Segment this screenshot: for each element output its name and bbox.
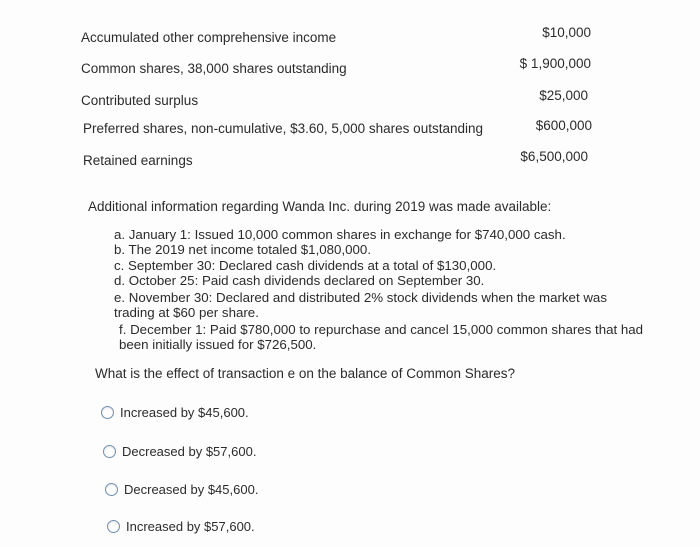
balance-value: $ 1,900,000 [519, 56, 591, 71]
radio-button-icon[interactable] [103, 445, 116, 458]
balance-value: $25,000 [539, 88, 588, 103]
transaction-item: d. October 25: Paid cash dividends declared on September 30. [114, 273, 485, 288]
transaction-item: b. The 2019 net income totaled $1,080,000. [114, 242, 372, 257]
answer-option-label: Decreased by $45,600. [124, 482, 259, 497]
answer-option[interactable] [103, 444, 256, 459]
balance-label: Retained earnings [83, 153, 193, 168]
balance-value: $600,000 [535, 118, 592, 133]
balance-value: $6,500,000 [520, 149, 588, 164]
transaction-item: f. December 1: Paid $780,000 to repurchase and cancel 15,000 common shares that had been initially issued for $726,500. [119, 322, 644, 352]
answer-option[interactable] [101, 405, 249, 420]
question-text: What is the effect of transaction e on the balance of Common Shares? [95, 366, 515, 381]
transaction-item: c. September 30: Declared cash dividends at a total of $130,000. [114, 258, 497, 273]
balance-label: Common shares, 38,000 shares outstanding [81, 61, 347, 76]
answer-option[interactable] [105, 482, 258, 497]
additional-info-intro: Additional information regarding Wanda Inc. during 2019 was made available: [88, 199, 552, 214]
answer-option[interactable] [107, 519, 255, 534]
transaction-item: a. January 1: Issued 10,000 common shares in exchange for $740,000 cash. [114, 227, 566, 242]
radio-button-icon[interactable] [107, 520, 120, 533]
transaction-item: e. November 30: Declared and distributed 2% stock dividends when the market was trading at $60 per share. [114, 290, 607, 320]
balance-label: Accumulated other comprehensive income [81, 30, 337, 45]
answer-option-label: Increased by $57,600. [126, 519, 255, 534]
radio-button-icon[interactable] [101, 406, 114, 419]
balance-label: Preferred shares, non-cumulative, $3.60, 5,000 shares outstanding [83, 121, 483, 136]
balance-label: Contributed surplus [81, 93, 199, 108]
balance-value: $10,000 [542, 25, 591, 40]
answer-option-label: Increased by $45,600. [120, 405, 249, 420]
radio-button-icon[interactable] [105, 483, 118, 496]
answer-option-label: Decreased by $57,600. [122, 444, 257, 459]
